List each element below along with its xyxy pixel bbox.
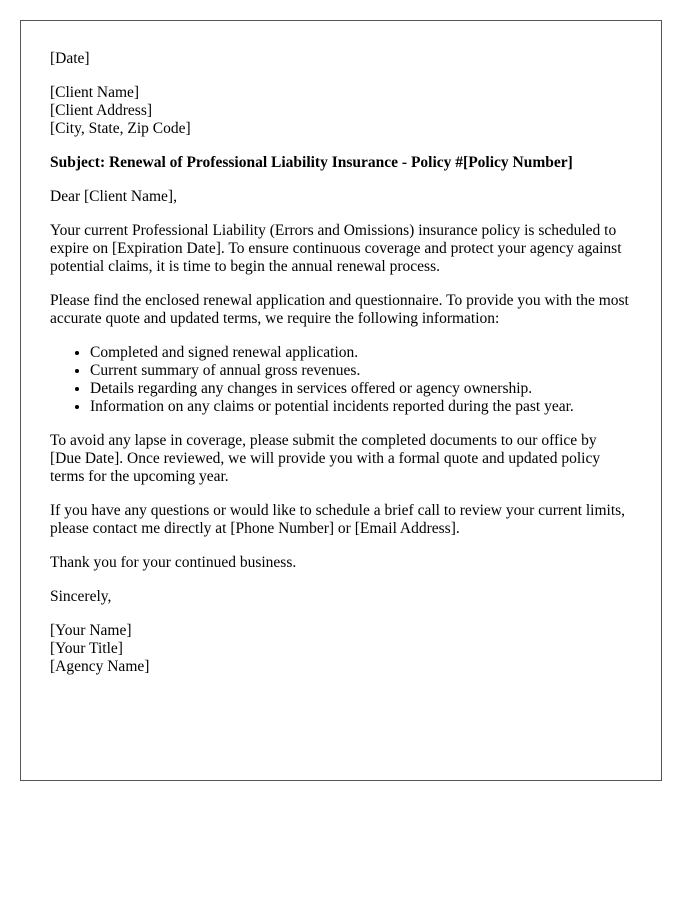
sign-off: Sincerely, <box>50 588 112 605</box>
letter-date: [Date] <box>50 50 90 67</box>
recipient-city-state-zip: [City, State, Zip Code] <box>50 120 191 137</box>
list-item: • Current summary of annual gross revenues. <box>90 362 630 380</box>
recipient-block <box>50 84 630 138</box>
list-item: • Information on any claims or potential incidents reported during the past year. <box>90 398 630 416</box>
signature-name: [Your Name] <box>50 622 132 639</box>
list-item: • Details regarding any changes in services offered or agency ownership. <box>90 380 630 398</box>
subject-line: Subject: Renewal of Professional Liability Insurance - Policy #[Policy Number] <box>50 154 573 171</box>
salutation: Dear [Client Name], <box>50 188 177 205</box>
recipient-name: [Client Name] <box>50 84 140 101</box>
letter-page <box>20 20 662 781</box>
paragraph-enclosed-application: Please find the enclosed renewal application and questionnaire. To provide you with the most accurate quote and updated terms, we require the following information: <box>50 292 629 327</box>
paragraph-expiration: Your current Professional Liability (Errors and Omissions) insurance policy is scheduled to expire on [Expiration Date]. To ensure continuous coverage and protect your agency against potential claims, it is time to begin the annual renewal process. <box>50 222 622 275</box>
recipient-address: [Client Address] <box>50 102 153 119</box>
closing-line: Thank you for your continued business. <box>50 554 297 571</box>
signature-block <box>50 622 630 676</box>
signature-agency: [Agency Name] <box>50 658 150 675</box>
paragraph-due-date: To avoid any lapse in coverage, please submit the completed documents to our office by [Due Date]. Once reviewed, we will provide you with a formal quote and updated policy terms for the upcoming year. <box>50 432 601 485</box>
signature-title: [Your Title] <box>50 640 123 657</box>
list-item: • Completed and signed renewal application. <box>90 344 630 362</box>
letter-body <box>50 50 630 692</box>
paragraph-contact: If you have any questions or would like to schedule a brief call to review your current limits, please contact me directly at [Phone Number] or [Email Address]. <box>50 502 626 537</box>
requirements-list <box>50 344 630 416</box>
